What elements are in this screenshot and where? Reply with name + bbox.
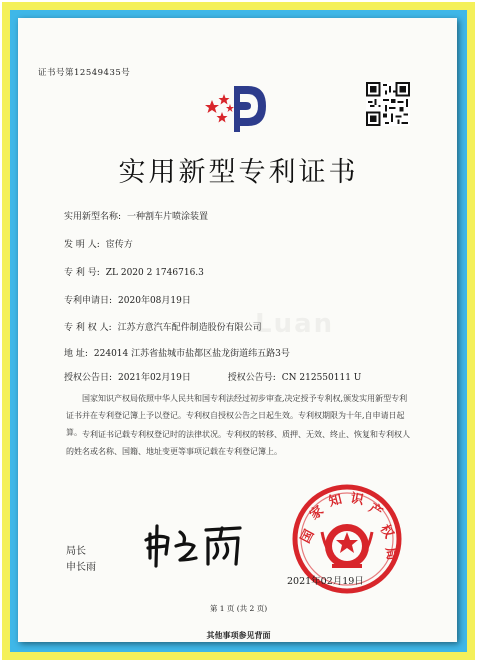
- grant-date-value: 2021年02月19日: [118, 373, 191, 383]
- filing-date-row: [64, 293, 191, 306]
- inventor-row: [64, 237, 133, 250]
- patentee-label: 专 利 权 人:: [64, 323, 112, 333]
- director-signature: [140, 520, 250, 570]
- seal-date: 2021年02月19日: [287, 576, 364, 587]
- filing-date-label: 专利申请日:: [64, 296, 113, 306]
- patent-number-label: 专 利 号:: [64, 268, 100, 278]
- filing-date-value: 2020年08月19日: [118, 296, 191, 306]
- page-number: 第 1 页 (共 2 页): [209, 604, 268, 613]
- director-name: 申长雨: [66, 562, 96, 573]
- footer-note: 其他事项参见背面: [206, 630, 271, 640]
- watermark: Luan: [255, 309, 335, 339]
- svg-text:国: 国: [298, 527, 318, 546]
- svg-text:家: 家: [307, 503, 327, 524]
- patentee-value: 江苏方意汽车配件制造股份有限公司: [117, 323, 262, 333]
- svg-text:识: 识: [349, 491, 365, 509]
- patentee-row: [64, 320, 262, 333]
- patent-number-row: [64, 265, 204, 278]
- utility-model-name-value: 一种割车片喷涂装置: [127, 212, 209, 222]
- patent-office-emblem-icon: [200, 80, 272, 138]
- utility-model-name-row: [64, 209, 208, 222]
- director-title: 局长: [66, 546, 86, 557]
- address-row: [64, 346, 290, 359]
- grant-info-row: [64, 370, 361, 383]
- grant-date-label: 授权公告日:: [64, 373, 113, 383]
- address-value: 224014 江苏省盐城市盐都区盐龙街道纬五路3号: [93, 349, 290, 359]
- inventor-label: 发 明 人:: [64, 240, 100, 250]
- inventor-value: 宦传方: [105, 240, 133, 250]
- certificate-title: 实用新型专利证书: [118, 157, 359, 188]
- svg-text:权: 权: [376, 522, 397, 542]
- grant-number-label: 授权公告号:: [227, 373, 276, 383]
- statement-paragraph-2: 专利证书记载专利权登记时的法律状况。专利权的转移、质押、无效、终止、恢复和专利权人的姓名或名称、国籍、地址变更等事项记载在专利登记簿上。: [66, 430, 410, 456]
- certificate-number: 证书号第12549435号: [38, 68, 131, 78]
- statement-paragraph-1: 国家知识产权局依照中华人民共和国专利法经过初步审查,决定授予专利权,颁发实用新型专利证书并在专利登记簿上予以登记。专利权自授权公告之日起生效。专利权期限为十年,自申请日起算。: [66, 394, 408, 437]
- utility-model-name-label: 实用新型名称:: [64, 212, 122, 222]
- grant-number-value: CN 212550111 U: [281, 373, 362, 383]
- svg-text:产: 产: [365, 500, 385, 521]
- address-label: 地 址:: [64, 349, 88, 359]
- qr-code-icon: [366, 82, 410, 126]
- svg-text:局: 局: [382, 546, 400, 562]
- svg-text:知: 知: [327, 492, 344, 510]
- patent-number-value: ZL 2020 2 1746716.3: [105, 268, 204, 278]
